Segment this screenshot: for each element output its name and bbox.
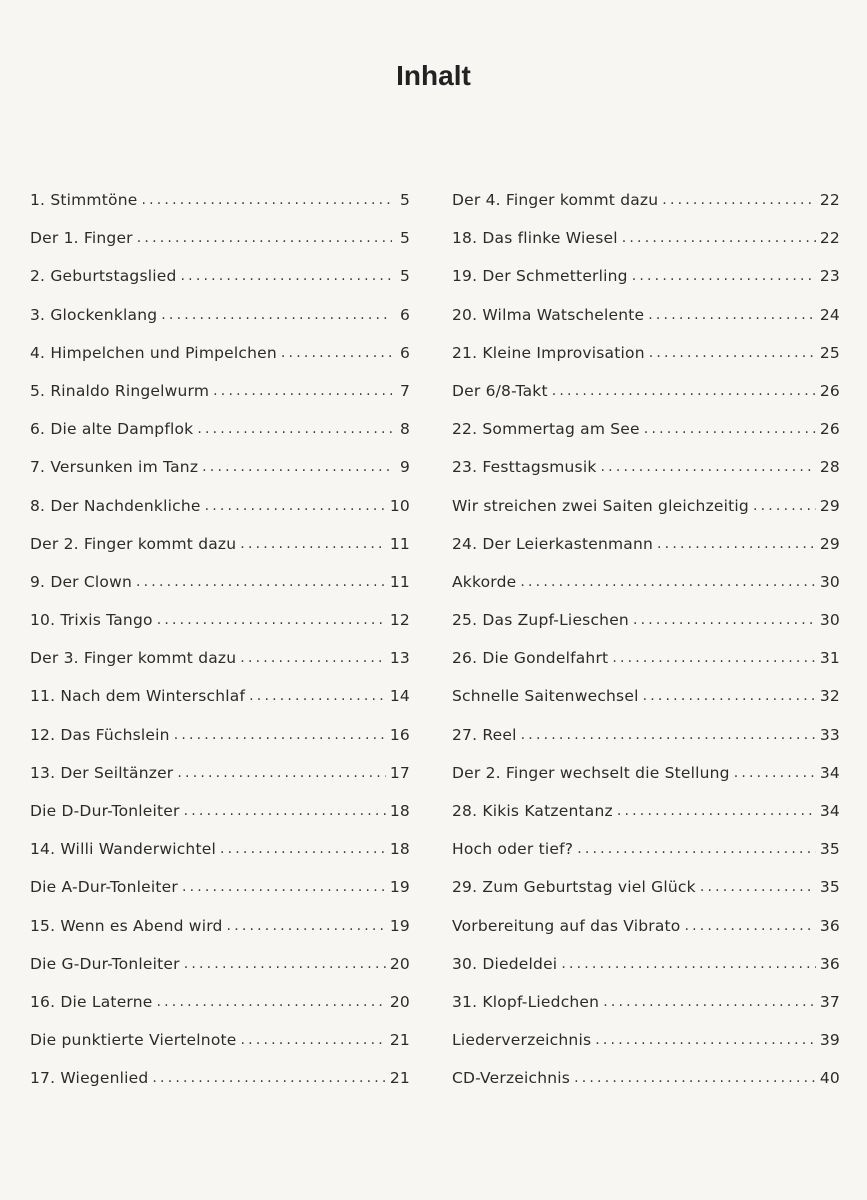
toc-entry-page: 14 [389,687,410,706]
dot-leader [643,686,816,706]
toc-entry-title: 12. Das Füchslein [30,725,170,744]
toc-entry-title: 29. Zum Geburtstag viel Glück [452,878,696,897]
toc-entry-page: 30 [819,572,840,591]
toc-entry-page: 19 [389,878,410,897]
dot-leader [574,1068,816,1088]
toc-entry [452,343,840,381]
dot-leader [174,725,386,745]
toc-entry-title: 4. Himpelchen und Pimpelchen [30,343,277,362]
toc-entry-title: Der 2. Finger wechselt die Stellung [452,763,730,782]
toc-entry-page: 26 [819,420,840,439]
toc-entry-title: 30. Diedeldei [452,954,558,973]
dot-leader [197,419,392,439]
toc-entry-page: 31 [819,649,840,668]
toc-entry [452,648,840,686]
toc-column-right [452,190,840,1107]
toc-entry-page: 22 [819,191,840,209]
toc-entry-title: 21. Kleine Improvisation [452,343,645,362]
toc-entry [30,572,410,610]
toc-entry [30,190,410,228]
toc-entry [30,954,410,992]
toc-entry-title: Der 4. Finger kommt dazu [452,191,659,209]
dot-leader [220,839,386,859]
dot-leader [182,877,386,897]
toc-entry [30,381,410,419]
toc-entry [30,877,410,915]
toc-entry [30,228,410,266]
dot-leader [136,572,386,592]
toc-entry [30,1068,410,1106]
toc-entry-page: 39 [819,1031,840,1050]
toc-entry-page: 5 [399,267,410,286]
toc-entry-page: 29 [819,496,840,515]
toc-entry-title: 14. Willi Wanderwichtel [30,840,216,859]
toc-entry-title: 17. Wiegenlied [30,1069,149,1088]
dot-leader [249,686,386,706]
toc-entry-title: Liederverzeichnis [452,1031,592,1050]
dot-leader [521,725,816,745]
toc-entry [452,266,840,304]
toc-entry [452,419,840,457]
dot-leader [612,648,816,668]
toc-entry [30,839,410,877]
page-title: Inhalt [396,60,471,91]
toc-entry [452,992,840,1030]
dot-leader [152,1068,385,1088]
toc-entry [452,877,840,915]
dot-leader [700,877,816,897]
toc-entry-title: 8. Der Nachdenkliche [30,496,201,515]
dot-leader [240,534,386,554]
toc-entry [30,305,410,343]
toc-entry [452,1068,840,1106]
dot-leader [657,534,816,554]
toc-entry-title: Hoch oder tief? [452,840,574,859]
toc-entry [30,343,410,381]
toc-entry-page: 5 [399,229,410,248]
toc-entry-page: 17 [389,763,410,782]
dot-leader [753,496,816,516]
toc-entry [452,534,840,572]
toc-entry-title: 7. Versunken im Tanz [30,458,199,477]
dot-leader [734,763,816,783]
dot-leader [595,1030,816,1050]
toc-entry-page: 35 [819,878,840,897]
toc-entry-title: 22. Sommertag am See [452,420,640,439]
toc-entry-title: 28. Kikis Katzentanz [452,802,613,820]
toc-entry-page: 37 [819,992,840,1011]
toc-entry-title: 2. Geburtstagslied [30,267,177,286]
dot-leader [281,343,392,363]
toc-entry-title: 26. Die Gondelfahrt [452,649,609,668]
toc-entry [452,190,840,228]
dot-leader [649,343,816,363]
toc-column-left [30,190,410,1107]
dot-leader [684,916,815,936]
toc-entry-title: Akkorde [452,572,517,591]
toc-entry [452,496,840,534]
toc-entry [452,610,840,648]
toc-entry-page: 19 [389,916,410,935]
dot-leader [617,801,816,821]
toc-entry-page: 35 [819,840,840,859]
toc-entry [30,648,410,686]
dot-leader [520,572,816,592]
dot-leader [662,190,816,210]
dot-leader [184,954,386,974]
dot-leader [633,610,816,630]
toc-entry [30,763,410,801]
toc-entry-title: Die punktierte Viertelnote [30,1031,237,1050]
toc-entry-page: 18 [389,802,410,820]
dot-leader [137,228,392,248]
dot-leader [601,457,816,477]
toc-entry-title: Die A-Dur-Tonleiter [30,878,178,897]
toc-entry-title: 19. Der Schmetterling [452,267,628,286]
toc-entry-page: 28 [819,458,840,477]
toc-entry [30,419,410,457]
toc-entry-title: Der 6/8-Takt [452,381,548,400]
toc-entry [452,1030,840,1068]
toc-entry-page: 6 [399,343,410,362]
toc-entry-page: 32 [819,687,840,706]
toc-entry-title: 31. Klopf-Liedchen [452,992,600,1011]
toc-entry [452,572,840,610]
toc-entry-title: 20. Wilma Watschelente [452,305,645,324]
toc-entry-title: 25. Das Zupf-Lieschen [452,611,629,630]
toc-entry-title: 27. Reel [452,725,517,744]
toc-entry-title: 9. Der Clown [30,572,132,591]
toc-entry-page: 9 [399,458,410,477]
toc-entry-page: 10 [389,496,410,515]
toc-entry-title: Der 1. Finger [30,229,133,248]
dot-leader [227,916,386,936]
toc-entry-title: 3. Glockenklang [30,305,158,324]
dot-leader [622,228,816,248]
toc-entry [30,725,410,763]
toc-entry [30,801,410,839]
toc-entry-page: 30 [819,611,840,630]
toc-entry-title: 11. Nach dem Winterschlaf [30,687,246,706]
toc-entry-title: 15. Wenn es Abend wird [30,916,223,935]
toc-entry-page: 36 [819,916,840,935]
dot-leader [240,648,386,668]
toc-entry-title: Schnelle Saitenwechsel [452,687,639,706]
toc-entry-title: 6. Die alte Dampflok [30,420,194,439]
dot-leader [157,610,386,630]
dot-leader [241,1030,386,1050]
toc-entry [30,992,410,1030]
toc-entry-page: 24 [819,305,840,324]
toc-entry [30,496,410,534]
toc-entry [452,457,840,495]
toc-entry-title: Die G-Dur-Tonleiter [30,954,180,973]
toc-entry-title: 10. Trixis Tango [30,611,153,630]
toc-entry [30,534,410,572]
toc-entry-title: 24. Der Leierkastenmann [452,534,654,553]
toc-entry [452,801,840,839]
toc-entry [452,954,840,992]
dot-leader [205,496,386,516]
toc-entry [452,686,840,724]
dot-leader [177,763,385,783]
toc-entry [452,763,840,801]
toc-entry [452,305,840,343]
toc-entry-page: 20 [389,954,410,973]
toc-entry-title: Der 3. Finger kommt dazu [30,649,237,668]
toc-entry-page: 12 [389,611,410,630]
toc-entry-title: 23. Festtagsmusik [452,458,597,477]
toc-entry-page: 5 [399,191,410,209]
toc-entry [30,916,410,954]
toc-entry-page: 33 [819,725,840,744]
toc-entry-title: Vorbereitung auf das Vibrato [452,916,681,935]
toc-entry [452,725,840,763]
toc-entry [452,916,840,954]
toc-entry-page: 40 [819,1069,840,1088]
toc-entry-page: 8 [399,420,410,439]
toc-entry-page: 11 [389,572,410,591]
toc-entry-page: 11 [389,534,410,553]
dot-leader [648,305,816,325]
toc-entry-page: 36 [819,954,840,973]
dot-leader [141,190,392,210]
toc-entry-page: 22 [819,229,840,248]
toc-entry-page: 13 [389,649,410,668]
toc-entry-page: 21 [389,1069,410,1088]
toc-entry-page: 34 [819,763,840,782]
dot-leader [577,839,816,859]
dot-leader [552,381,816,401]
dot-leader [181,266,392,286]
dot-leader [161,305,392,325]
toc-entry-page: 7 [399,381,410,400]
toc-entry [452,228,840,266]
toc-entry-title: 13. Der Seiltänzer [30,763,174,782]
toc-entry-page: 16 [389,725,410,744]
dot-leader [561,954,816,974]
toc-entry-page: 26 [819,381,840,400]
toc-entry-page: 21 [389,1031,410,1050]
toc-entry-title: Wir streichen zwei Saiten gleichzeitig [452,496,749,515]
dot-leader [157,992,386,1012]
toc-entry-page: 29 [819,534,840,553]
toc-entry-page: 20 [389,992,410,1011]
toc-entry-page: 6 [399,305,410,324]
toc-entry-page: 34 [819,802,840,820]
toc-entry [30,457,410,495]
toc-entry [30,610,410,648]
toc-entry-title: CD-Verzeichnis [452,1069,571,1088]
toc-entry [30,1030,410,1068]
toc-entry-title: Die D-Dur-Tonleiter [30,802,180,820]
toc-entry-title: 1. Stimmtöne [30,191,138,209]
toc-entry [30,686,410,724]
toc-entry [30,266,410,304]
dot-leader [632,266,816,286]
toc-entry-page: 25 [819,343,840,362]
dot-leader [184,801,386,821]
toc-entry [452,839,840,877]
dot-leader [202,457,392,477]
toc-entry-title: 16. Die Laterne [30,992,153,1011]
toc-entry-title: Der 2. Finger kommt dazu [30,534,237,553]
dot-leader [644,419,816,439]
toc-entry [452,381,840,419]
toc-entry-page: 23 [819,267,840,286]
toc-entry-title: 5. Rinaldo Ringelwurm [30,381,210,400]
dot-leader [603,992,816,1012]
toc-entry-page: 18 [389,840,410,859]
dot-leader [213,381,392,401]
toc-entry-title: 18. Das flinke Wiesel [452,229,618,248]
